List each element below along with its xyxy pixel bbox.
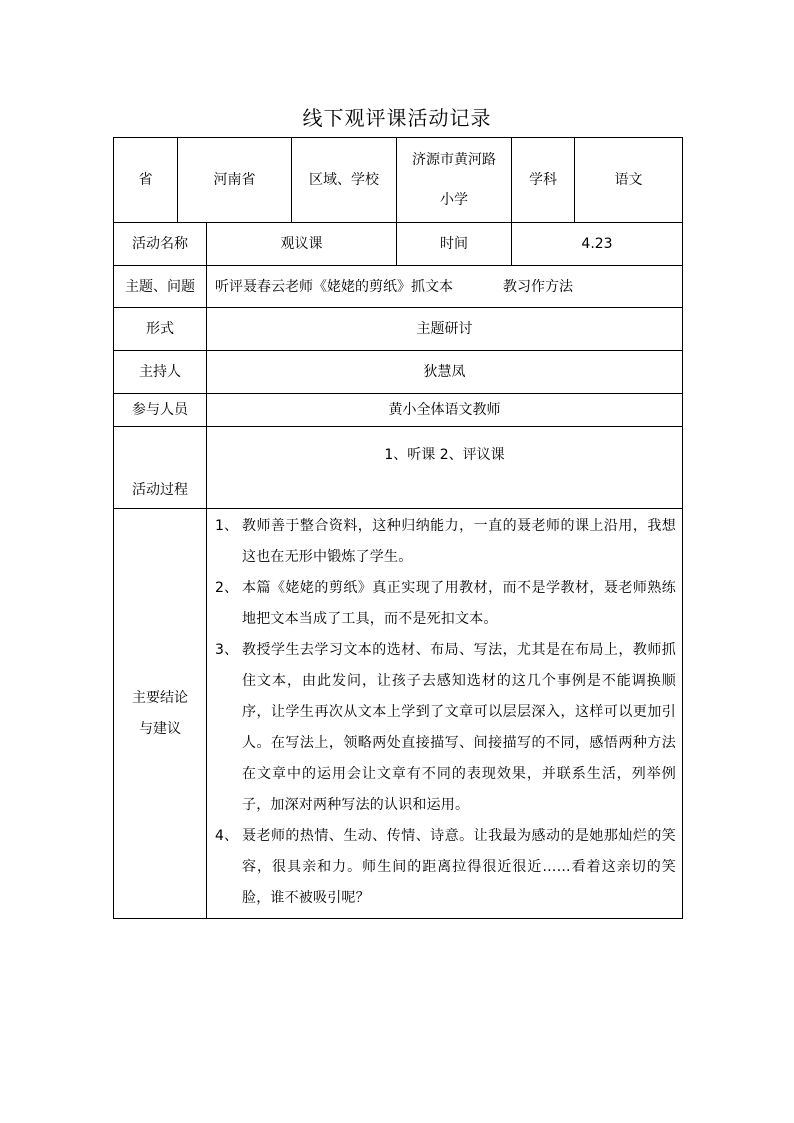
school-value bbox=[397, 138, 512, 223]
row-process bbox=[114, 427, 683, 509]
time-value: 4.23 bbox=[512, 223, 683, 266]
row-basic-info bbox=[114, 138, 683, 223]
format-label: 形式 bbox=[114, 308, 207, 351]
row-topic bbox=[114, 266, 683, 308]
conclusions-label-line-1: 主要结论 bbox=[132, 689, 188, 706]
host-label: 主持人 bbox=[114, 351, 207, 394]
conclusion-number: 4、 bbox=[215, 828, 239, 844]
school-line-2: 小学 bbox=[440, 192, 468, 208]
conclusion-number: 1、 bbox=[215, 518, 239, 534]
district-label: 区域、学校 bbox=[292, 138, 397, 223]
conclusion-text: 聂老师的热情、生动、传情、诗意。让我最为感动的是她那灿烂的笑容，很具亲和力。师生间的距离拉得很近很近……看着这亲切的笑脸，谁不被吸引呢？ bbox=[242, 828, 676, 906]
conclusions-list bbox=[207, 509, 683, 919]
conclusion-number: 2、 bbox=[215, 580, 239, 596]
row-host bbox=[114, 351, 683, 394]
school-line-1: 济源市黄河路 bbox=[412, 152, 496, 168]
subject-value: 语文 bbox=[575, 138, 683, 223]
process-value: 1、听课 2、评议课 bbox=[207, 427, 683, 509]
conclusion-text: 教授学生去学习文本的选材、布局、写法，尤其是在布局上，教师抓住文本，由此发问，让孩子去感知选材的这几个事例是不能调换顺序，让学生再次从文本上学到了文章可以层层深入，这样可以更加引人。在写法上，领略两处直接描写、间接描写的不同，感悟两种方法在文章中的运用会让文章有不同的表现效果，并联系生活，列举例子，加深对两种写法的认识和运用。 bbox=[242, 642, 676, 813]
process-label: 活动过程 bbox=[114, 427, 207, 509]
row-format bbox=[114, 308, 683, 351]
host-value: 狄慧凤 bbox=[207, 351, 683, 394]
conclusion-item bbox=[215, 573, 676, 635]
time-label: 时间 bbox=[397, 223, 512, 266]
activity-name-value: 观议课 bbox=[207, 223, 397, 266]
topic-part-1: 听评聂春云老师《姥姥的剪纸》抓文本 bbox=[215, 278, 453, 295]
topic-value bbox=[207, 266, 683, 308]
row-participants bbox=[114, 394, 683, 427]
province-label: 省 bbox=[114, 138, 178, 223]
conclusions-label bbox=[114, 509, 207, 919]
topic-part-2: 教习作方法 bbox=[503, 278, 573, 295]
row-conclusions bbox=[114, 509, 683, 919]
conclusion-text: 本篇《姥姥的剪纸》真正实现了用教材，而不是学教材，聂老师熟练地把文本当成了工具，而不是死扣文本。 bbox=[242, 580, 676, 627]
participants-label: 参与人员 bbox=[114, 394, 207, 427]
conclusions-label-line-2: 与建议 bbox=[139, 720, 181, 737]
participants-value: 黄小全体语文教师 bbox=[207, 394, 683, 427]
conclusion-item bbox=[215, 821, 676, 914]
conclusion-item bbox=[215, 511, 676, 573]
page-title: 线下观评课活动记录 bbox=[302, 106, 492, 130]
province-value: 河南省 bbox=[178, 138, 292, 223]
record-table bbox=[113, 137, 683, 919]
format-value: 主题研讨 bbox=[207, 308, 683, 351]
conclusion-number: 3、 bbox=[215, 642, 239, 658]
conclusion-text: 教师善于整合资料，这种归纳能力，一直的聂老师的课上沿用，我想这也在无形中锻炼了学生。 bbox=[242, 518, 676, 565]
topic-label: 主题、问题 bbox=[114, 266, 207, 308]
conclusion-item bbox=[215, 635, 676, 821]
activity-name-label: 活动名称 bbox=[114, 223, 207, 266]
row-activity-name bbox=[114, 223, 683, 266]
subject-label: 学科 bbox=[512, 138, 575, 223]
